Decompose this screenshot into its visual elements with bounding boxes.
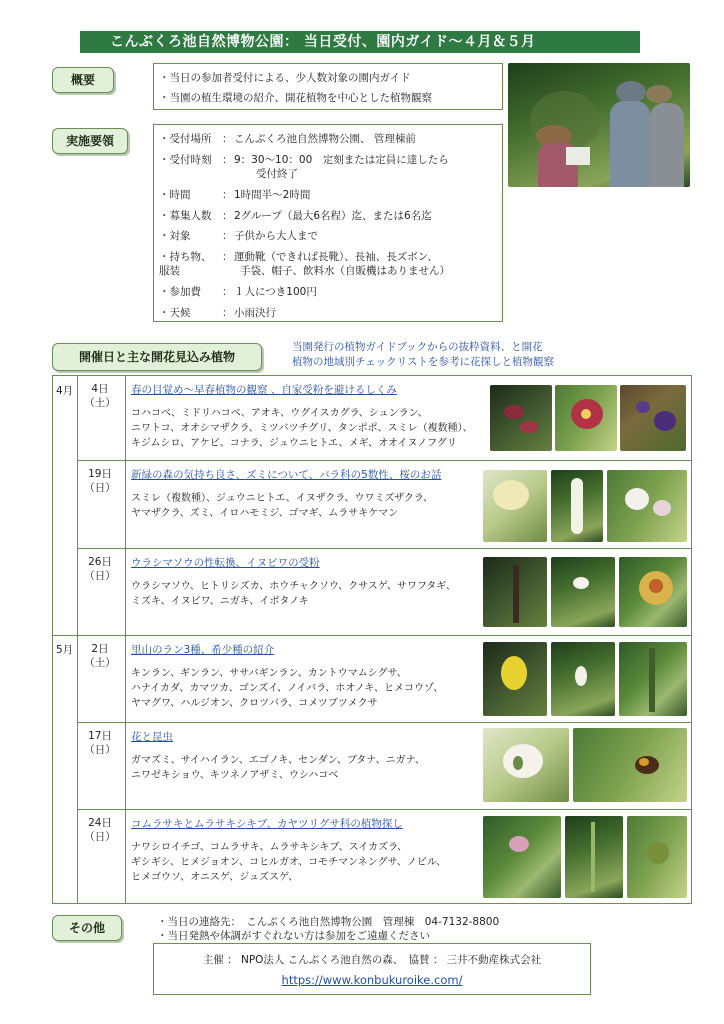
guideline-separator: ： bbox=[222, 251, 233, 263]
plant-photo bbox=[551, 557, 615, 627]
plant-photo bbox=[555, 385, 617, 451]
guideline-separator: ： bbox=[222, 307, 233, 319]
plant-photo bbox=[620, 385, 686, 451]
guideline-key: ・募集人数 bbox=[159, 210, 212, 222]
plant-photo bbox=[483, 642, 547, 716]
guideline-separator: ： bbox=[222, 154, 233, 166]
event-date: 2日 bbox=[91, 643, 109, 655]
guideline-value: こんぶくろ池自然博物公園、 管理棟前 bbox=[234, 133, 416, 145]
guideline-value: 子供から大人まで bbox=[234, 230, 318, 242]
footer-box bbox=[153, 943, 591, 995]
other-label: その他 bbox=[52, 915, 122, 941]
plant-list-line: コハコベ、ミドリハコベ、アオキ、ウグイスカグラ、シュンラン、 bbox=[131, 408, 428, 419]
plant-photo bbox=[490, 385, 552, 451]
event-topic-link[interactable]: 花と昆虫 bbox=[131, 731, 173, 743]
event-weekday: （日） bbox=[84, 744, 116, 756]
plant-list-line: ガマズミ、サイハイラン、エゴノキ、センダン、ブタナ、ニガナ、 bbox=[131, 755, 425, 766]
event-topic-link[interactable]: 春の目覚め～早春植物の観察 、自家受粉を避けるしくみ bbox=[131, 384, 397, 396]
plant-list-line: ナワシロイチゴ、コムラサキ、ムラサキシキブ、スイカズラ、 bbox=[131, 842, 408, 853]
event-topic-link[interactable]: コムラサキとムラサキシキブ、カヤツリグサ科の植物探し bbox=[131, 818, 403, 830]
event-weekday: （土） bbox=[84, 657, 116, 669]
guideline-separator: ： bbox=[222, 189, 233, 201]
guideline-separator: ： bbox=[222, 230, 233, 242]
month-may: 5月 bbox=[56, 644, 74, 656]
other-line-2: ・当日発熱や体調がすぐれない方は参加をご遠慮ください bbox=[157, 930, 430, 942]
event-topic-link[interactable]: 里山のラン3種、希少種の紹介 bbox=[131, 644, 275, 656]
guideline-value: 手袋、帽子、飲料水（自販機はありません） bbox=[240, 265, 450, 277]
plant-photo bbox=[619, 557, 687, 627]
event-weekday: （日） bbox=[84, 570, 116, 582]
sponsor-text: 主催 ： NPO法人 こんぶくろ池自然の森、 協賛 ： 三井不動産株式会社 bbox=[202, 954, 542, 966]
event-date: 17日 bbox=[88, 730, 112, 742]
guideline-value: 運動靴（できれば長靴）、長袖、長ズボン、 bbox=[234, 251, 438, 263]
overview-line-1: ・当日の参加者受付による、少人数対象の園内ガイド bbox=[159, 72, 411, 84]
plant-photo bbox=[573, 728, 687, 802]
guideline-key: ・参加費 bbox=[159, 286, 201, 298]
guideline-key: ・受付場所 bbox=[159, 133, 212, 145]
overview-panel bbox=[153, 63, 503, 110]
guideline-key: ・天候 bbox=[159, 307, 191, 319]
plant-list-line: ギシギシ、ヒメジョオン、コヒルガオ、コモチマンネングサ、ノビル、 bbox=[131, 857, 447, 868]
schedule-table bbox=[52, 375, 692, 904]
guideline-separator: ： bbox=[222, 286, 233, 298]
guideline-key: ・時間 bbox=[159, 189, 191, 201]
guideline-value: 2グループ（最大6名程）迄、または6名迄 bbox=[234, 210, 432, 222]
guidelines-panel bbox=[153, 124, 503, 322]
plant-photo bbox=[483, 557, 547, 627]
overview-line-2: ・当園の植生環境の紹介、開花植物を中心とした植物観察 bbox=[159, 92, 432, 104]
guideline-separator: ： bbox=[222, 133, 233, 145]
event-topic-link[interactable]: 新緑の森の気持ち良さ、ズミについて、バラ科の5数性、桜のお話 bbox=[131, 469, 442, 481]
guidelines-label: 実施要領 bbox=[52, 128, 128, 154]
schedule-label: 開催日と主な開花見込み植物 bbox=[52, 343, 262, 371]
plant-photo bbox=[619, 642, 687, 716]
plant-photo bbox=[551, 470, 603, 542]
page-title: こんぶくろ池自然博物公園： 当日受付、園内ガイド～４月＆５月 bbox=[80, 31, 640, 53]
other-line-1: ・当日の連絡先： こんぶくろ池自然博物公園 管理棟 04-7132-8800 bbox=[157, 916, 500, 928]
schedule-note-2: 植物の地域別チェックリストを参考に花探しと植物観察 bbox=[292, 356, 554, 368]
guideline-key: ・受付時刻 bbox=[159, 154, 212, 166]
plant-list-line: ヤマザクラ、ズミ、イロハモミジ、ゴマギ、ムラサキケマン bbox=[131, 508, 399, 519]
plant-list-line: ミズキ、イヌビワ、ニガキ、イボタノキ bbox=[131, 596, 309, 607]
guideline-key: 服装 bbox=[159, 265, 180, 277]
guideline-separator: ： bbox=[222, 210, 233, 222]
plant-list-line: ウラシマソウ、ヒトリシズカ、ホウチャクソウ、クサスゲ、サワフタギ、 bbox=[131, 581, 456, 592]
guideline-value: 受付終了 bbox=[256, 168, 298, 180]
plant-list-line: ヤマグワ、ハルジオン、クロツバラ、コメツブツメクサ bbox=[131, 698, 378, 709]
plant-photo bbox=[483, 470, 547, 542]
event-topic-link[interactable]: ウラシマソウの性転換、イヌビワの受粉 bbox=[131, 557, 320, 569]
event-weekday: （日） bbox=[84, 831, 116, 843]
guideline-value: 1時間半～2時間 bbox=[234, 189, 311, 201]
event-weekday: （土） bbox=[84, 397, 116, 409]
event-date: 24日 bbox=[88, 817, 112, 829]
guideline-value: 9：30～10：00 定刻または定員に達したら bbox=[234, 154, 449, 166]
overview-label: 概要 bbox=[52, 67, 114, 93]
event-date: 26日 bbox=[88, 556, 112, 568]
guideline-value: １人につき100円 bbox=[234, 286, 317, 298]
guideline-value: 小雨決行 bbox=[234, 307, 276, 319]
event-date: 4日 bbox=[91, 383, 109, 395]
plant-list-line: キンラン、ギンラン、ササバギンラン、カントウマムシグサ、 bbox=[131, 668, 407, 679]
plant-photo bbox=[627, 816, 687, 898]
plant-list-line: ハナイカダ、カマツカ、ゴンズイ、ノイバラ、ホオノキ、ヒメコウゾ、 bbox=[131, 683, 444, 694]
month-april: 4月 bbox=[56, 385, 74, 397]
plant-list-line: ニワゼキショウ、キツネノアザミ、ウシハコベ bbox=[131, 770, 339, 781]
guide-group-photo bbox=[508, 63, 690, 187]
plant-photo bbox=[551, 642, 615, 716]
guideline-key: ・対象 bbox=[159, 230, 191, 242]
plant-photo bbox=[483, 816, 561, 898]
plant-list-line: スミレ（複数種）、ジュウニヒトエ、イヌザクラ、ウワミズザクラ、 bbox=[131, 493, 434, 504]
schedule-note-1: 当園発行の植物ガイドブックからの抜粋資料、と開花 bbox=[292, 341, 543, 353]
plant-photo bbox=[607, 470, 687, 542]
event-date: 19日 bbox=[88, 468, 112, 480]
plant-photo bbox=[483, 728, 569, 802]
website-link[interactable]: https://www.konbukuroike.com/ bbox=[281, 973, 463, 987]
guideline-key: ・持ち物、 bbox=[159, 251, 212, 263]
plant-list-line: キジムシロ、アケビ、コナラ、ジュウニヒトエ、メギ、オオイヌノフグリ bbox=[131, 438, 457, 449]
event-weekday: （日） bbox=[84, 482, 116, 494]
plant-list-line: ニワトコ、オオシマザクラ、ミツバツチグリ、タンポポ、スミレ（複数種）、 bbox=[131, 423, 473, 434]
plant-photo bbox=[565, 816, 623, 898]
plant-list-line: ヒメゴウソ、オニスゲ、ジュズスゲ、 bbox=[131, 872, 299, 883]
